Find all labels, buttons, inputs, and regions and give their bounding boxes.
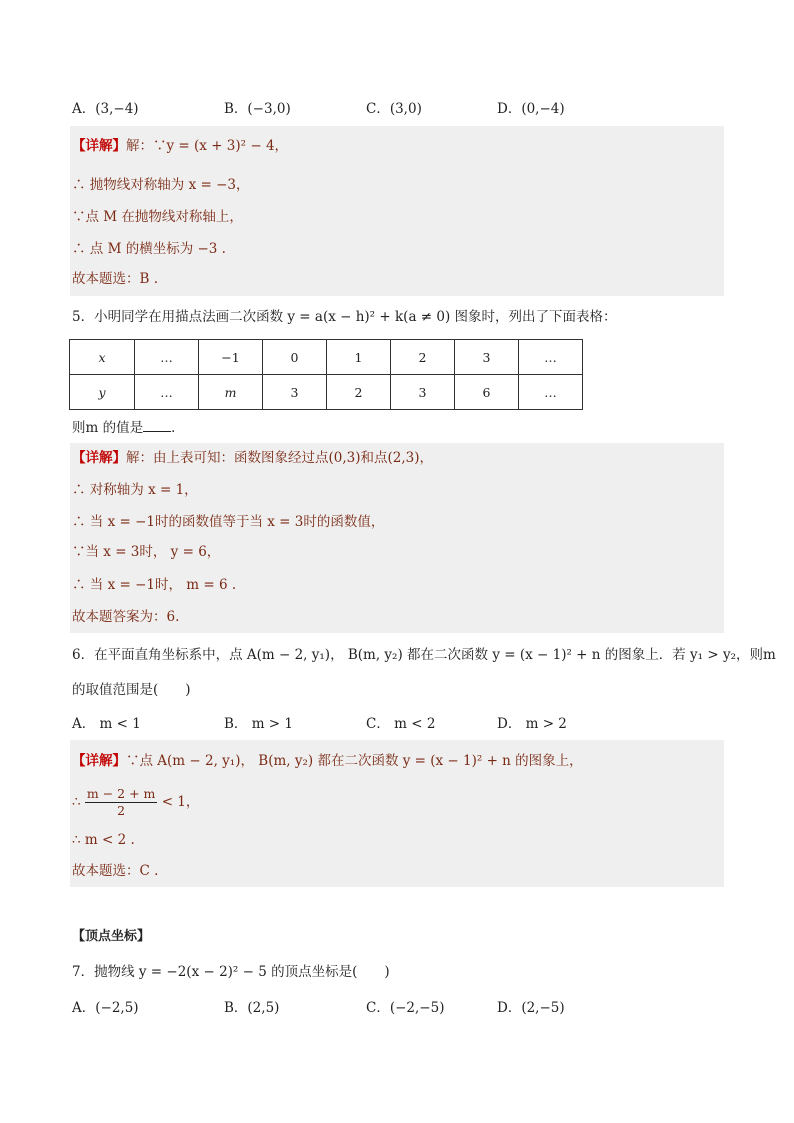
table-cell: …	[135, 375, 199, 410]
q4-option-a: A．(3,−4)	[72, 101, 139, 117]
table-cell: …	[519, 340, 583, 375]
solution-line: 解：由上表可知：函数图象经过点(0,3)和点(2,3)，	[126, 450, 434, 466]
q7-option-a: A．(−2,5)	[72, 1000, 139, 1016]
solution-line: ∵当 x = 3时， y = 6，	[72, 544, 221, 560]
q6-option-b: B． m > 1	[224, 716, 293, 732]
solution-line: ∴ 点 M 的横坐标为 −3 .	[72, 241, 226, 257]
solution-line: ∴ 对称轴为 x = 1，	[72, 482, 198, 498]
q7-option-b: B．(2,5)	[224, 1000, 280, 1016]
table-cell: 3	[391, 375, 455, 410]
q5-stem: 5．小明同学在用描点法画二次函数 y = a(x − h)² + k(a ≠ 0) 图象时，列出了下面表格：	[72, 309, 617, 325]
q5-value-table	[69, 339, 583, 410]
q5-solution-box	[70, 443, 724, 633]
solution-label: 【详解】	[72, 450, 126, 466]
solution-line: 故本题选：B .	[72, 271, 159, 287]
table-cell: …	[519, 375, 583, 410]
q6-solution-box	[70, 740, 724, 887]
q7-option-c: C．(−2,−5)	[366, 1000, 445, 1016]
q5-prompt: 则m 的值是	[72, 420, 144, 436]
solution-line: 解：∵y = (x + 3)² − 4，	[126, 138, 289, 154]
q6-option-d: D． m > 2	[497, 716, 567, 732]
solution-line: 故本题选：C .	[72, 863, 159, 879]
solution-fraction-line	[72, 784, 199, 820]
table-row	[70, 375, 583, 410]
q4-option-b: B．(−3,0)	[224, 101, 291, 117]
fraction	[85, 786, 158, 819]
q7-stem: 7．抛物线 y = −2(x − 2)² − 5 的顶点坐标是( )	[72, 964, 390, 980]
solution-label: 【详解】	[72, 138, 126, 154]
solution-line: ∵点 M 在抛物线对称轴上，	[72, 209, 243, 225]
table-cell: 1	[327, 340, 391, 375]
solution-line: ∴ m < 2 .	[72, 832, 135, 848]
solution-line: ∴ 抛物线对称轴为 x = −3，	[72, 177, 250, 193]
q4-solution-box	[70, 126, 724, 296]
table-cell: x	[70, 340, 135, 375]
table-cell: 2	[391, 340, 455, 375]
q5-prompt-end: ．	[171, 420, 185, 436]
table-row	[70, 340, 583, 375]
q7-option-d: D．(2,−5)	[497, 1000, 565, 1016]
q6-option-c: C． m < 2	[366, 716, 436, 732]
solution-line: 故本题答案为：6.	[72, 609, 180, 625]
table-cell: 0	[263, 340, 327, 375]
table-cell: …	[135, 340, 199, 375]
solution-line: ∵点 A(m − 2, y₁)， B(m, y₂) 都在二次函数 y = (x − 1)² + n 的图象上，	[126, 753, 583, 769]
q6-stem-line2: 的取值范围是( )	[72, 682, 191, 698]
table-cell: 6	[455, 375, 519, 410]
section-title: 【顶点坐标】	[72, 929, 151, 944]
table-cell: 3	[455, 340, 519, 375]
solution-label: 【详解】	[72, 753, 126, 769]
q6-stem-line1: 6．在平面直角坐标系中，点 A(m − 2, y₁)， B(m, y₂) 都在二次函数 y = (x − 1)² + n 的图象上．若 y₁ > y₂，则m	[72, 647, 776, 663]
q4-option-c: C．(3,0)	[366, 101, 422, 117]
table-cell: m	[199, 375, 263, 410]
q6-option-a: A． m < 1	[72, 716, 141, 732]
solution-line: ∴ 当 x = −1时， m = 6 .	[72, 577, 237, 593]
table-cell: 3	[263, 375, 327, 410]
table-cell: 2	[327, 375, 391, 410]
solution-line: ∴ 当 x = −1时的函数值等于当 x = 3时的函数值，	[72, 514, 385, 530]
answer-blank	[143, 417, 171, 432]
fraction-denominator: 2	[117, 803, 126, 818]
q5-fill-blank-line	[72, 417, 185, 438]
fraction-numerator: m − 2 + m	[86, 786, 156, 801]
table-cell: −1	[199, 340, 263, 375]
table-cell: y	[70, 375, 135, 410]
q4-option-d: D．(0,−4)	[497, 101, 565, 117]
inequality-tail: < 1，	[161, 794, 200, 810]
therefore-symbol: ∴	[72, 794, 81, 810]
